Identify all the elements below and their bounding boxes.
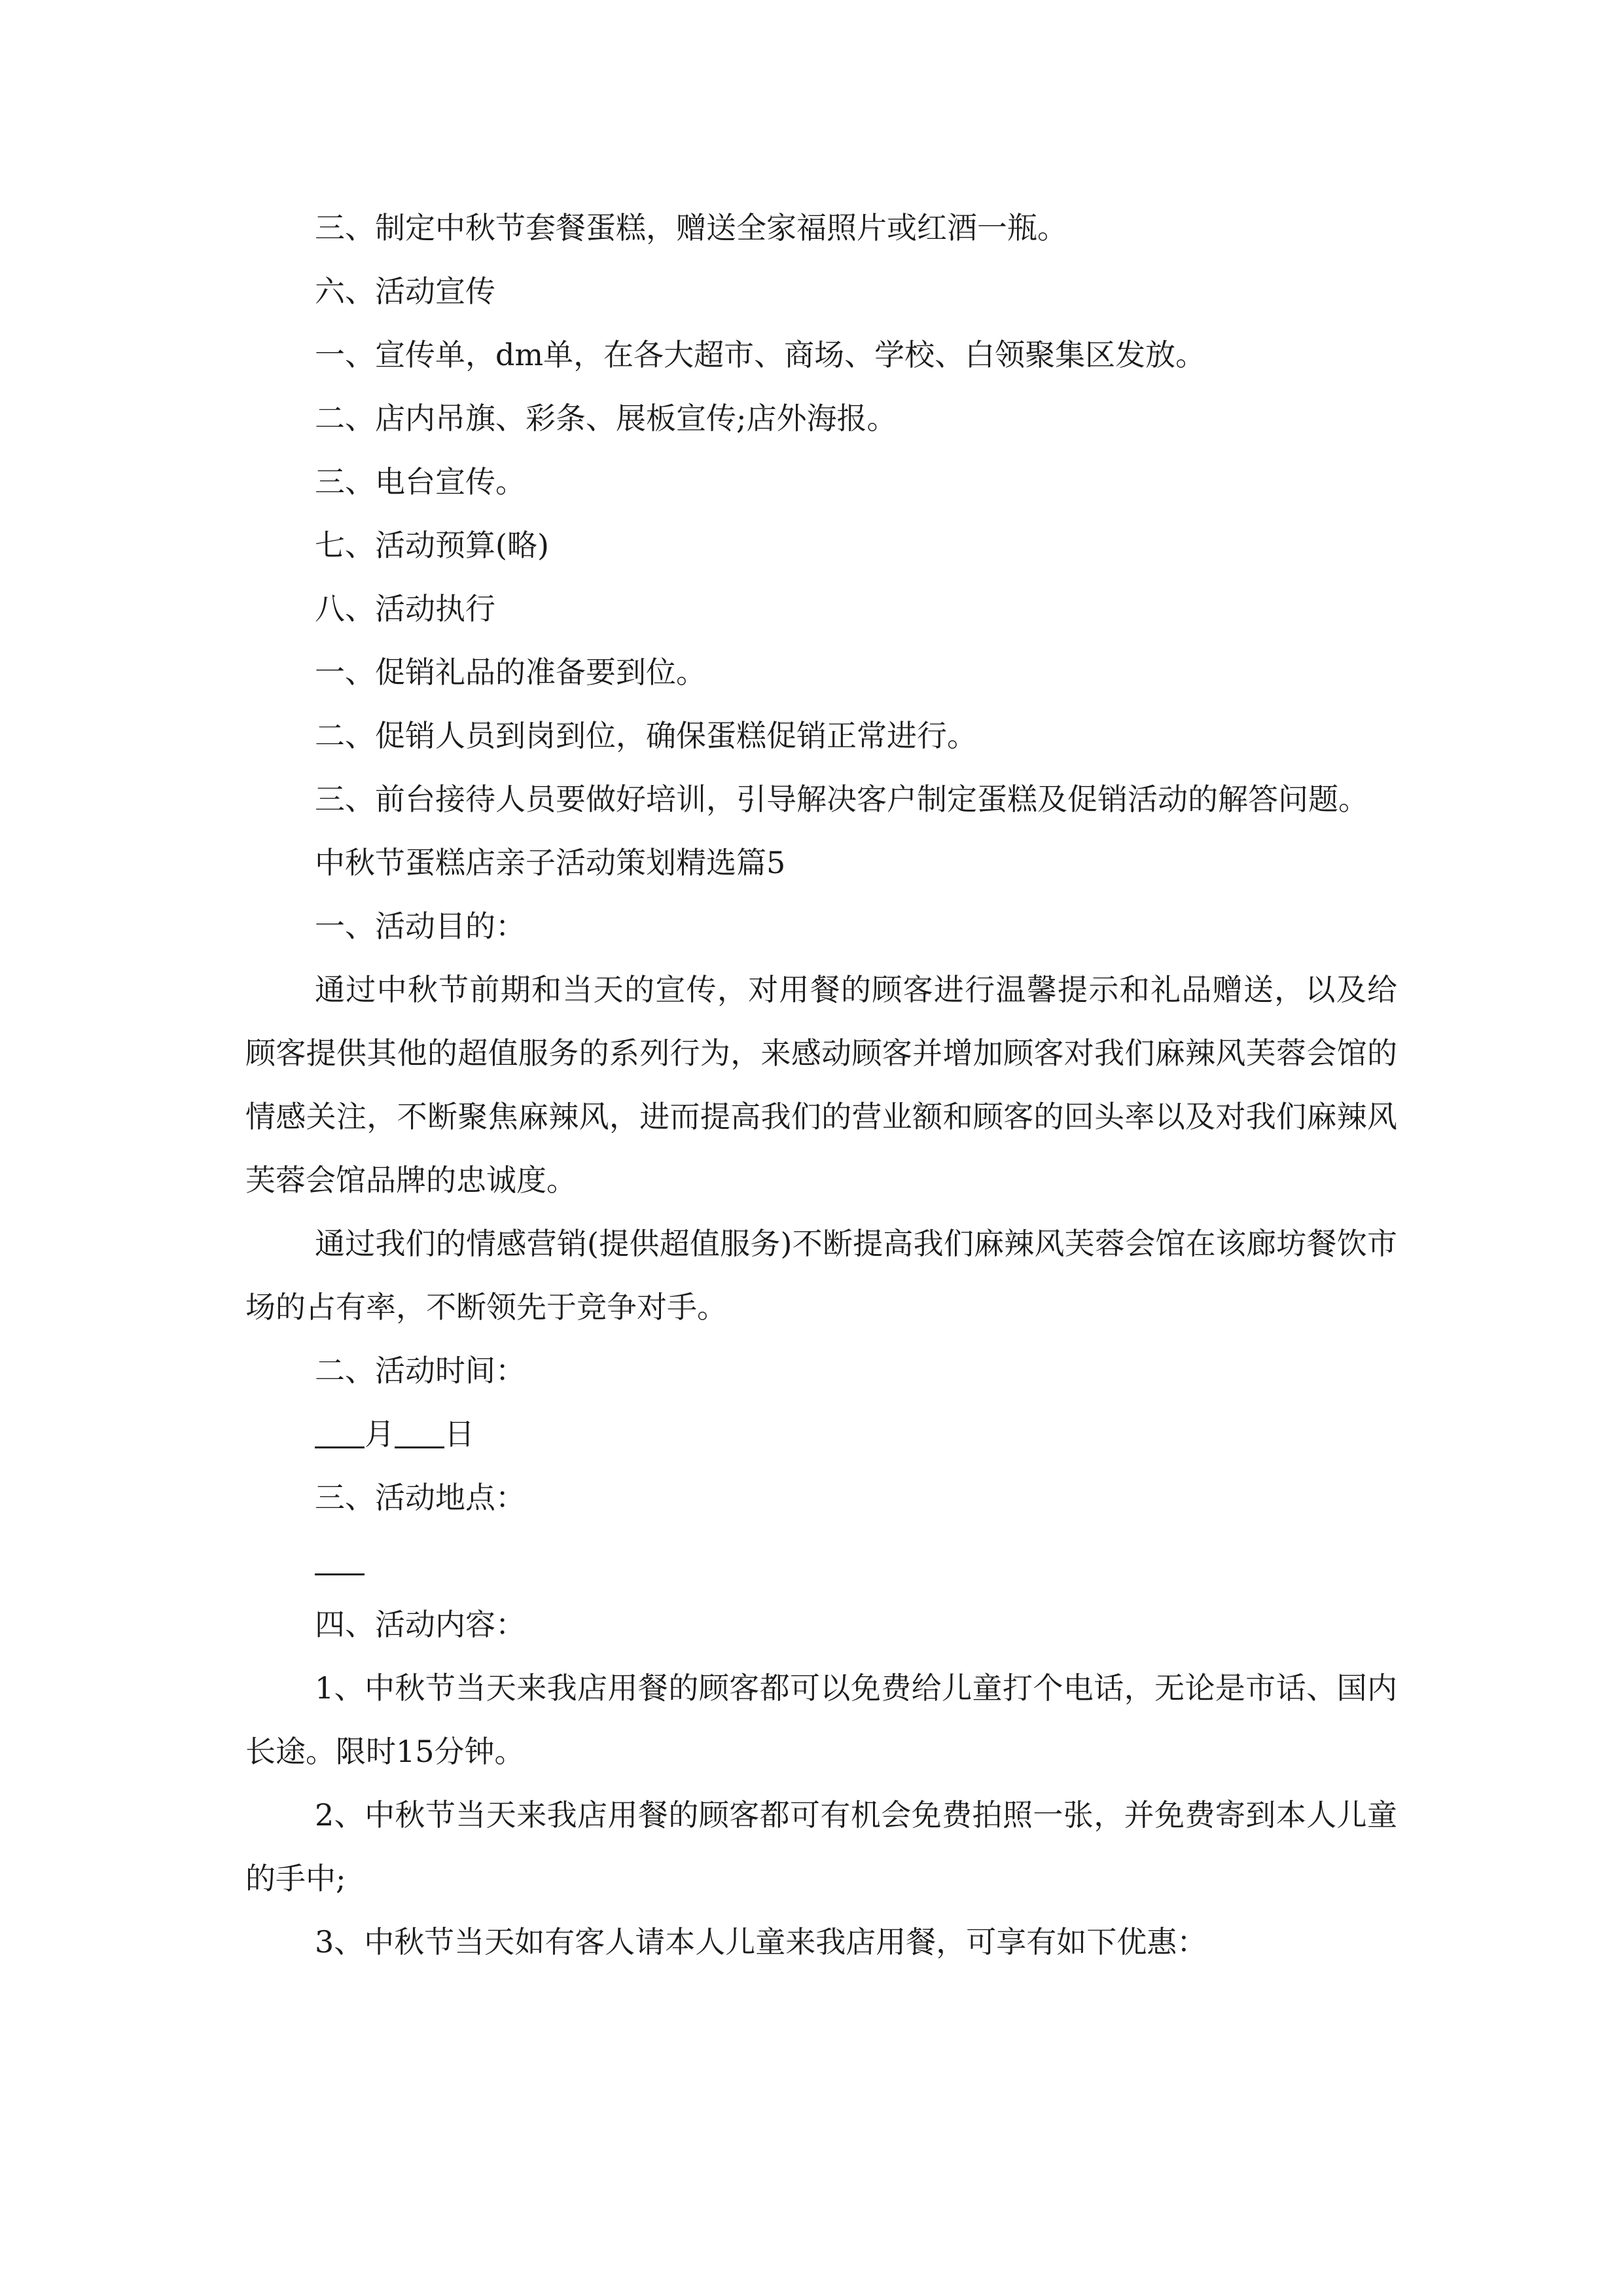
section-heading: 七、活动预算(略) <box>315 528 549 563</box>
section-heading: 一、活动目的： <box>315 908 526 944</box>
paragraph: 通过中秋节前期和当天的宣传，对用餐的顾客进行温馨提示和礼品赠送，以及给顾客提供其他的超值服务的系列行为，来感动顾客并增加顾客对我们麻辣风芙蓉会馆的情感关注，不断聚焦麻辣风，进而提高我们的营业额和顾客的回头率以及对我们麻辣风芙蓉会馆品牌的忠诚度。 <box>245 972 1397 1198</box>
paragraph: 一、促销礼品的准备要到位。 <box>315 655 706 690</box>
date-blank-line <box>245 1403 1397 1466</box>
paragraph: 通过我们的情感营销(提供超值服务)不断提高我们麻辣风芙蓉会馆在该廊坊餐饮市场的占有率，不断领先于竞争对手。 <box>245 1226 1397 1325</box>
paragraph: 1、中秋节当天来我店用餐的顾客都可以免费给儿童打个电话，无论是市话、国内长途。限时15分钟。 <box>245 1670 1397 1769</box>
day-label: 日 <box>444 1416 474 1452</box>
month-label: 月 <box>365 1416 395 1452</box>
paragraph: 三、电台宣传。 <box>315 464 526 499</box>
section-heading: 六、活动宣传 <box>315 274 495 309</box>
paragraph: 二、店内吊旗、彩条、展板宣传;店外海报。 <box>315 401 897 436</box>
paragraph: 二、促销人员到岗到位，确保蛋糕促销正常进行。 <box>315 718 977 753</box>
section-heading: 八、活动执行 <box>315 591 495 626</box>
paragraph: 三、制定中秋节套餐蛋糕，赠送全家福照片或红酒一瓶。 <box>315 210 1067 245</box>
paragraph: 2、中秋节当天来我店用餐的顾客都可有机会免费拍照一张，并免费寄到本人儿童的手中; <box>245 1797 1397 1896</box>
document-body <box>245 196 1397 1974</box>
paragraph: 三、前台接待人员要做好培训，引导解决客户制定蛋糕及促销活动的解答问题。 <box>315 781 1368 817</box>
section-heading: 二、活动时间： <box>315 1353 526 1388</box>
location-blank <box>315 1547 365 1575</box>
article-title: 中秋节蛋糕店亲子活动策划精选篇5 <box>315 845 786 880</box>
paragraph: 3、中秋节当天如有客人请本人儿童来我店用餐，可享有如下优惠： <box>315 1924 1207 1960</box>
day-blank <box>395 1420 444 1448</box>
paragraph: 一、宣传单，dm单，在各大超市、商场、学校、白领聚集区发放。 <box>315 337 1206 372</box>
month-blank <box>315 1420 365 1448</box>
section-heading: 四、活动内容： <box>315 1607 526 1642</box>
location-blank-line <box>245 1530 1397 1593</box>
section-heading: 三、活动地点： <box>315 1480 526 1515</box>
